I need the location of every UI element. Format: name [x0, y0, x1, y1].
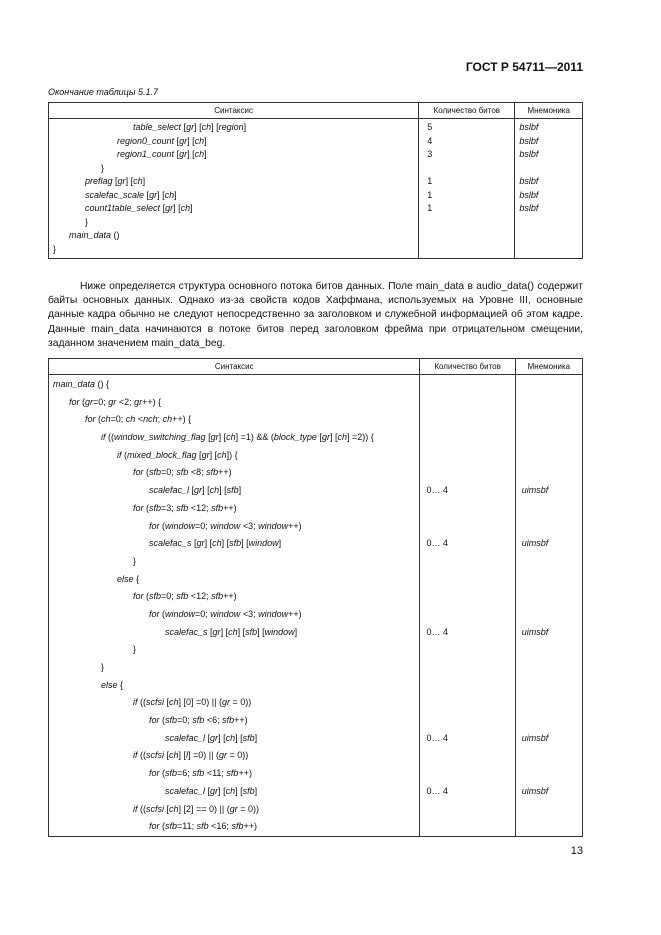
mnemonic-cell: [515, 375, 582, 837]
syntax-line: for (sfb=0; sfb <12; sfb++): [133, 591, 237, 602]
bits-value: 1: [427, 176, 433, 186]
mnemonic-value: [516, 571, 582, 589]
mnemonic-value: [516, 818, 582, 836]
bits-value: [420, 464, 514, 482]
mnemonic-value: bslbf: [519, 149, 539, 159]
syntax-table-continued: [48, 102, 583, 259]
syntax-line: if ((window_switching_flag [gr] [ch] =1) && (block_type [gr] [ch] =2)) {: [101, 432, 374, 443]
mnemonic-value: [516, 588, 582, 606]
table-body-row: [49, 119, 583, 259]
mnemonic-value: [516, 765, 582, 783]
mnemonic-value: uimsbf: [521, 732, 549, 743]
page-number: 13: [570, 845, 583, 857]
syntax-line: table_select [gr] [ch] [region]: [133, 122, 247, 132]
syntax-line: if ((scfsi [ch] [2] == 0) || (gr = 0)): [133, 803, 260, 814]
mnemonic-value: [516, 376, 582, 394]
bits-value: [420, 747, 514, 765]
mnemonic-value: [516, 659, 582, 677]
mnemonic-value: [516, 500, 582, 518]
bits-value: [420, 765, 514, 783]
mnemonic-value: [516, 394, 582, 412]
bits-value: 1: [427, 189, 433, 200]
mnemonic-value: uimsbf: [521, 626, 549, 637]
syntax-line: else {: [101, 679, 124, 690]
mnemonic-value: uimsbf: [521, 538, 549, 549]
bits-value: [420, 518, 514, 536]
mnemonic-value: bslbf: [519, 176, 539, 186]
mnemonic-value: [516, 429, 582, 447]
syntax-line: }: [85, 216, 89, 227]
column-header-bits: Количество битов: [420, 359, 515, 375]
mnemonic-value: bslbf: [519, 189, 539, 200]
mnemonic-value: [516, 677, 582, 695]
mnemonic-value: [516, 712, 582, 730]
mnemonic-value: uimsbf: [521, 785, 549, 796]
syntax-line: count1table_select [gr] [ch]: [85, 203, 193, 213]
bits-value: [419, 162, 514, 176]
mnemonic-value: [516, 747, 582, 765]
table-caption: Окончание таблицы 5.1.7: [48, 87, 158, 97]
bits-value: [420, 588, 514, 606]
bits-value: [419, 216, 514, 230]
syntax-cell: [49, 375, 420, 837]
syntax-line: }: [53, 243, 57, 254]
column-header-syntax: Синтаксис: [49, 359, 420, 375]
syntax-line: main_data () {: [53, 379, 110, 389]
bits-value: [420, 411, 514, 429]
bits-value: 4: [427, 135, 433, 146]
column-header-mnemonic: Мнемоника: [515, 103, 583, 119]
mnemonic-value: uimsbf: [521, 485, 549, 496]
bits-value: 0… 4: [426, 538, 448, 549]
table-body-row: [49, 375, 583, 837]
bits-value: [420, 641, 514, 659]
syntax-line: scalefac_scale [gr] [ch]: [85, 189, 177, 200]
description-paragraph: [48, 280, 583, 351]
syntax-line: }: [101, 162, 105, 173]
syntax-line: if ((scfsi [ch] [l] =0) || (gr = 0)): [133, 750, 249, 761]
bits-value: [420, 818, 514, 836]
syntax-line: scalefac_s [gr] [ch] [sfb] [window]: [149, 538, 282, 549]
mnemonic-value: [515, 229, 582, 243]
bits-value: [420, 376, 514, 394]
syntax-line: for (sfb=0; sfb <6; sfb++): [149, 715, 248, 726]
syntax-line: else {: [117, 573, 140, 584]
bits-value: [420, 606, 514, 624]
mnemonic-value: [516, 411, 582, 429]
syntax-line: scalefac_s [gr] [ch] [sfb] [window]: [165, 626, 298, 637]
bits-value: [420, 712, 514, 730]
bits-value: [420, 429, 514, 447]
bits-value: [420, 553, 514, 571]
mnemonic-value: [516, 464, 582, 482]
syntax-line: scalefac_l [gr] [ch] [sfb]: [165, 732, 258, 743]
bits-cell: [420, 375, 515, 837]
syntax-line: for (sfb=3; sfb <12; sfb++): [133, 502, 237, 513]
syntax-line: scalefac_l [gr] [ch] [sfb]: [165, 785, 258, 796]
syntax-line: for (gr=0; gr <2; gr++) {: [69, 396, 162, 407]
bits-value: [420, 394, 514, 412]
table-header-row: [49, 359, 583, 375]
syntax-line: for (sfb=0; sfb <8; sfb++): [133, 467, 232, 478]
bits-value: [420, 694, 514, 712]
bits-value: [419, 229, 514, 243]
bits-value: 3: [427, 149, 433, 159]
mnemonic-value: [516, 518, 582, 536]
document-number: ГОСТ Р 54711—2011: [465, 60, 583, 74]
mnemonic-value: [515, 216, 582, 230]
syntax-line: for (window=0; window <3; window++): [149, 520, 302, 531]
syntax-line: }: [133, 555, 137, 566]
mnemonic-value: [516, 553, 582, 571]
mnemonic-cell: [515, 119, 583, 259]
bits-value: [420, 659, 514, 677]
bits-value: [420, 677, 514, 695]
syntax-line: for (sfb=6; sfb <11; sfb++): [149, 768, 252, 779]
syntax-line: scalefac_l [gr] [ch] [sfb]: [149, 485, 242, 496]
syntax-line: for (sfb=11; sfb <16; sfb++): [149, 821, 257, 832]
main-data-syntax-table: [48, 358, 583, 837]
bits-value: [420, 801, 514, 819]
syntax-line: }: [101, 662, 105, 672]
mnemonic-value: bslbf: [519, 135, 539, 146]
syntax-line: for (ch=0; ch <nch; ch++) {: [85, 414, 192, 425]
bits-value: 1: [427, 203, 433, 213]
syntax-line: main_data (): [69, 230, 120, 240]
mnemonic-value: [516, 801, 582, 819]
bits-value: [420, 447, 514, 465]
mnemonic-value: [515, 243, 582, 257]
table-header-row: [49, 103, 583, 119]
bits-value: 0… 4: [426, 485, 448, 496]
column-header-syntax: Синтаксис: [49, 103, 419, 119]
bits-value: 5: [427, 122, 433, 132]
bits-value: [420, 500, 514, 518]
mnemonic-value: [516, 641, 582, 659]
paragraph-text: Ниже определяется структура основного потока битов данных. Поле main_data в audio_data() содержит байты основных данных. Однако из-за свойств кодов Хаффмана, используемых на Уровне III, основные данные кадра обычно не следуют непосредственно за заголовком и служебной информацией об этом кадре. Данные main_data начинаются в потоке битов перед заголовком фрейма при отрицательном смещении, заданном значением main_data_beg.: [48, 281, 583, 349]
syntax-line: preflag [gr] [ch]: [85, 176, 146, 186]
syntax-line: if (mixed_block_flag [gr] [ch]) {: [117, 449, 238, 460]
mnemonic-value: bslbf: [519, 203, 539, 213]
syntax-line: }: [133, 644, 137, 655]
bits-value: 0… 4: [426, 626, 448, 637]
bits-value: 0… 4: [426, 732, 448, 743]
bits-value: [419, 243, 514, 257]
mnemonic-value: bslbf: [519, 122, 539, 132]
syntax-line: for (window=0; window <3; window++): [149, 608, 302, 619]
mnemonic-value: [516, 694, 582, 712]
syntax-line: region0_count [gr] [ch]: [117, 135, 207, 146]
syntax-line: if ((scfsi [ch] [0] =0) || (gr = 0)): [133, 697, 252, 708]
syntax-cell: [49, 119, 419, 259]
bits-value: 0… 4: [426, 785, 448, 796]
column-header-bits: Количество битов: [419, 103, 515, 119]
bits-cell: [419, 119, 515, 259]
syntax-line: region1_count [gr] [ch]: [117, 149, 207, 159]
column-header-mnemonic: Мнемоника: [515, 359, 582, 375]
mnemonic-value: [516, 447, 582, 465]
mnemonic-value: [515, 162, 582, 176]
bits-value: [420, 571, 514, 589]
mnemonic-value: [516, 606, 582, 624]
